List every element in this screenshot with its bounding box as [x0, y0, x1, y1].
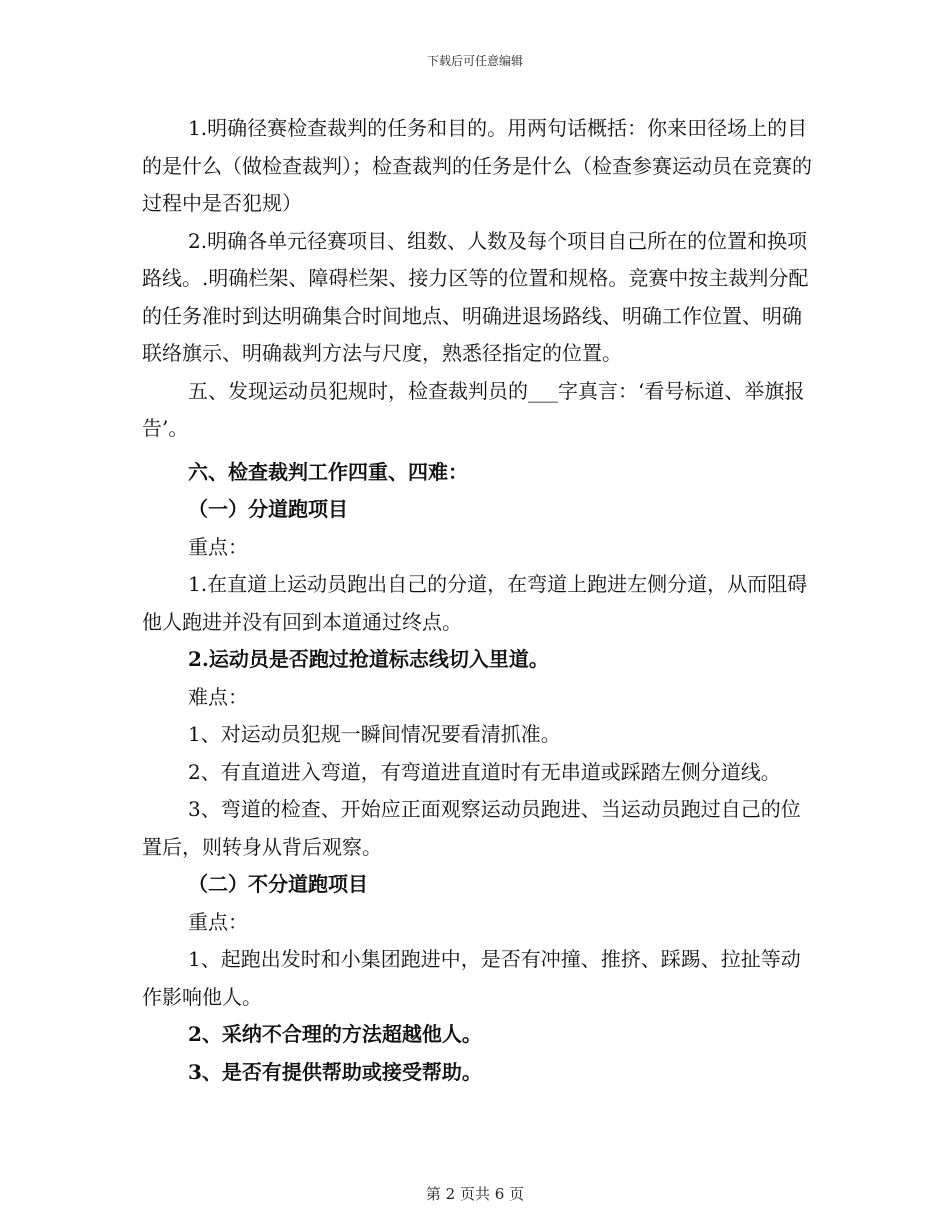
paragraph-break-line: 2.运动员是否跑过抢道标志线切入里道。	[188, 647, 549, 671]
paragraph-task-purpose: 1.明确径赛检查裁判的任务和目的。用两句话概括：你来田径场上的目的是什么（做检查裁判）；检查裁判的任务是什么（检查参赛运动员在竞赛的过程中是否犯规）	[142, 116, 812, 215]
paragraph-lane-violation: 1.在直道上运动员跑出自己的分道，在弯道上跑进左侧分道，从而阻碍他人跑进并没有回到本道通过终点。	[142, 572, 808, 634]
paragraph-difficulty-1: 1、对运动员犯规一瞬间情况要看清抓准。	[188, 722, 561, 746]
heading-non-lane-events: （二）不分道跑项目	[188, 872, 368, 896]
paragraph-routes-positions: 2.明确各单元径赛项目、组数、人数及每个项目自己所在的位置和换项路线。.明确栏架、障碍栏架、接力区等的位置和规格。竞赛中按主裁判分配的任务准时到达明确集合时间地点、明确进退场路线、明确工作位置、明确联络旗示、明确裁判方法与尺度，熟悉径指定的位置。	[142, 228, 809, 365]
page-footer: 第 2 页共 6 页	[425, 1185, 525, 1203]
paragraph-assistance: 3、是否有提供帮助或接受帮助。	[188, 1059, 482, 1084]
page-header: 下载后可任意编辑	[426, 54, 523, 68]
paragraph-difficulty-2: 2、有直道进入弯道，有弯道进直道时有无串道或踩踏左侧分道线。	[188, 759, 781, 784]
label-difficulties: 难点：	[188, 684, 248, 709]
heading-lane-events: （一）分道跑项目	[188, 497, 348, 521]
label-key-points-2: 重点：	[188, 909, 248, 934]
label-key-points: 重点：	[188, 534, 248, 559]
heading-section-six: 六、检查裁判工作四重、四难：	[188, 459, 468, 484]
paragraph-start-contact: 1、起跑出发时和小集团跑进中，是否有冲撞、推挤、踩踢、拉扯等动作影响他人。	[142, 947, 801, 1009]
paragraph-section-five: 五、发现运动员犯规时，检查裁判员的___字真言：‘看号标道、举旗报告’。	[142, 378, 805, 440]
paragraph-difficulty-3: 3、弯道的检查、开始应正面观察运动员跑进、当运动员跑过自己的位置后，则转身从背后观察。	[142, 797, 801, 859]
paragraph-improper-overtake: 2、采纳不合理的方法超越他人。	[188, 1022, 482, 1046]
document-body	[142, 110, 812, 1091]
